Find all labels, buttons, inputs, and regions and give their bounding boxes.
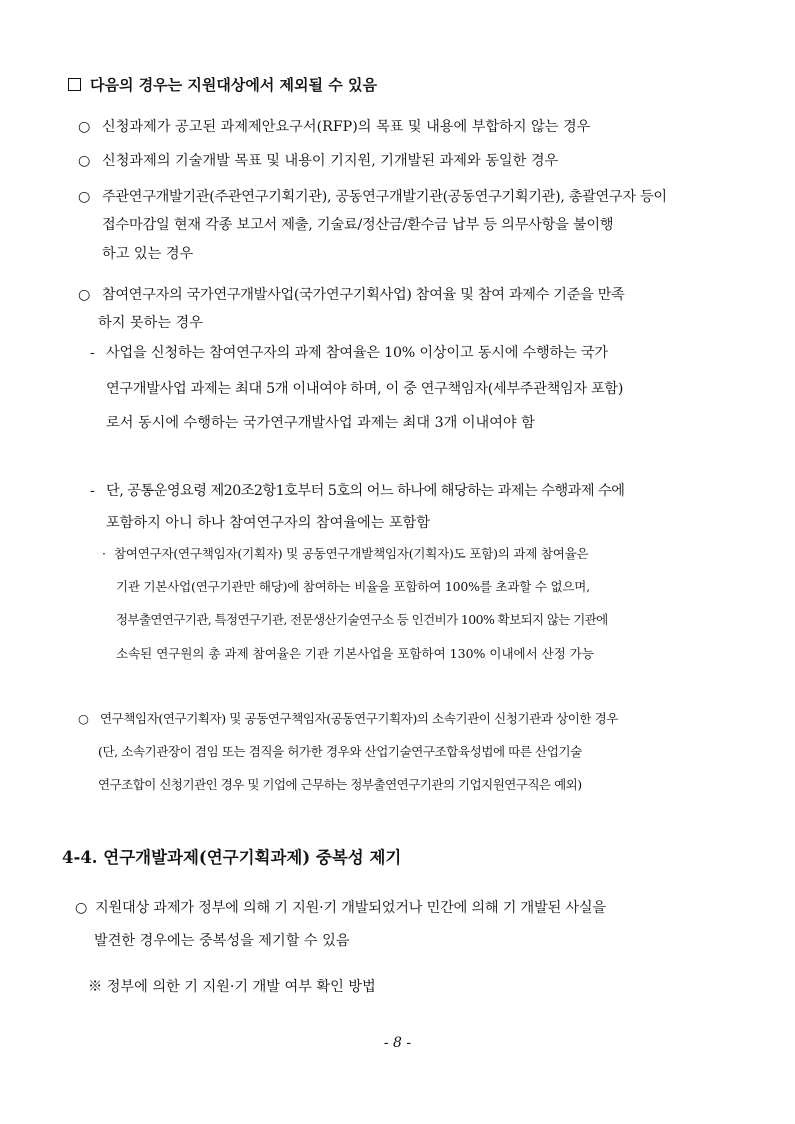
note-continuation: 기관 기본사업(연구기관만 해당)에 참여하는 비율을 포함하여 100%를 초과할 수 없으며, xyxy=(116,579,590,594)
dash-bullet-icon: - xyxy=(90,345,95,361)
list-item xyxy=(78,187,667,207)
reference-note: ※ 정부에 의한 기 지원·기 개발 여부 확인 방법 xyxy=(88,979,376,995)
note-continuation: 소속된 연구원의 총 과제 참여율은 기관 기본사업을 포함하여 130% 이내에서 산정 가능 xyxy=(116,646,594,661)
sub-item-continuation: 로서 동시에 수행하는 국가연구개발사업 과제는 최대 3개 이내여야 함 xyxy=(106,415,535,431)
circle-bullet-icon: ○ xyxy=(78,287,91,303)
circle-bullet-icon: ○ xyxy=(78,153,91,169)
list-item xyxy=(78,709,618,729)
item-text: 신청과제가 공고된 과제제안요구서(RFP)의 목표 및 내용에 부합하지 않는 경우 xyxy=(102,119,591,135)
item-continuation: 접수마감일 현재 각종 보고서 제출, 기술료/정산금/환수금 납부 등 의무사항을 불이행 xyxy=(102,217,614,233)
item-text: 참여연구자의 국가연구개발사업(국가연구기획사업) 참여율 및 참여 과제수 기준을 만족 xyxy=(102,287,625,303)
circle-bullet-icon: ○ xyxy=(78,711,89,726)
item-continuation: 하지 못하는 경우 xyxy=(98,315,203,331)
sub-item-continuation: 연구개발사업 과제는 최대 5개 이내여야 하며, 이 중 연구책임자(세부주관책임자 포함) xyxy=(106,381,624,397)
item-text: 신청과제의 기술개발 목표 및 내용이 기지원, 기개발된 과제와 동일한 경우 xyxy=(102,153,559,169)
note-text: 참여연구자(연구책임자(기획자) 및 공동연구개발책임자(기획자)도 포함)의 과제 참여율은 xyxy=(114,546,589,561)
sub-item xyxy=(90,343,608,363)
middle-dot-bullet-icon: · xyxy=(102,546,106,561)
circle-bullet-icon: ○ xyxy=(78,119,91,135)
list-item xyxy=(78,151,558,171)
sub-item-continuation: 포함하지 아니 하나 참여연구자의 참여율에는 포함함 xyxy=(106,515,431,531)
item-text: 주관연구개발기관(주관연구기획기관), 공동연구개발기관(공동연구기획기관), 총괄연구자 등이 xyxy=(102,189,667,205)
list-item xyxy=(78,117,590,137)
section-heading xyxy=(68,75,377,95)
section-title: 다음의 경우는 지원대상에서 제외될 수 있음 xyxy=(90,76,377,94)
sub-item-text: 사업을 신청하는 참여연구자의 과제 참여율은 10% 이상이고 동시에 수행하는 국가 xyxy=(106,345,608,361)
page-number: - 8 - xyxy=(383,1035,412,1051)
note-item xyxy=(102,544,588,564)
note-continuation: 정부출연연구기관, 특정연구기관, 전문생산기술연구소 등 인건비가 100% 확보되지 않는 기관에 xyxy=(116,612,608,627)
dash-bullet-icon: - xyxy=(90,483,95,499)
circle-bullet-icon: ○ xyxy=(75,900,88,916)
checkbox-square-icon xyxy=(68,78,81,91)
circle-bullet-icon: ○ xyxy=(78,189,91,205)
list-item xyxy=(78,285,625,305)
item-continuation: 연구조합이 신청기관인 경우 및 기업에 근무하는 정부출연연구기관의 기업지원연구직은 예외) xyxy=(98,777,582,792)
section-44-title: 4-4. 연구개발과제(연구기획과제) 중복성 제기 xyxy=(62,848,402,867)
item-text: 지원대상 과제가 정부에 의해 기 지원·기 개발되었거나 민간에 의해 기 개발된 사실을 xyxy=(95,900,606,916)
item-continuation: 하고 있는 경우 xyxy=(102,246,194,262)
item-continuation: 발견한 경우에는 중복성을 제기할 수 있음 xyxy=(94,933,350,949)
sub-item xyxy=(90,481,625,501)
item-continuation: (단, 소속기관장이 겸임 또는 겸직을 허가한 경우와 산업기술연구조합육성법에 따른 산업기술 xyxy=(98,744,582,759)
sub-item-text: 단, 공통운영요령 제20조2항1호부터 5호의 어느 하나에 해당하는 과제는 수행과제 수에 xyxy=(106,483,625,499)
item-text: 연구책임자(연구기획자) 및 공동연구책임자(공동연구기획자)의 소속기관이 신청기관과 상이한 경우 xyxy=(100,711,619,726)
list-item xyxy=(75,898,606,918)
